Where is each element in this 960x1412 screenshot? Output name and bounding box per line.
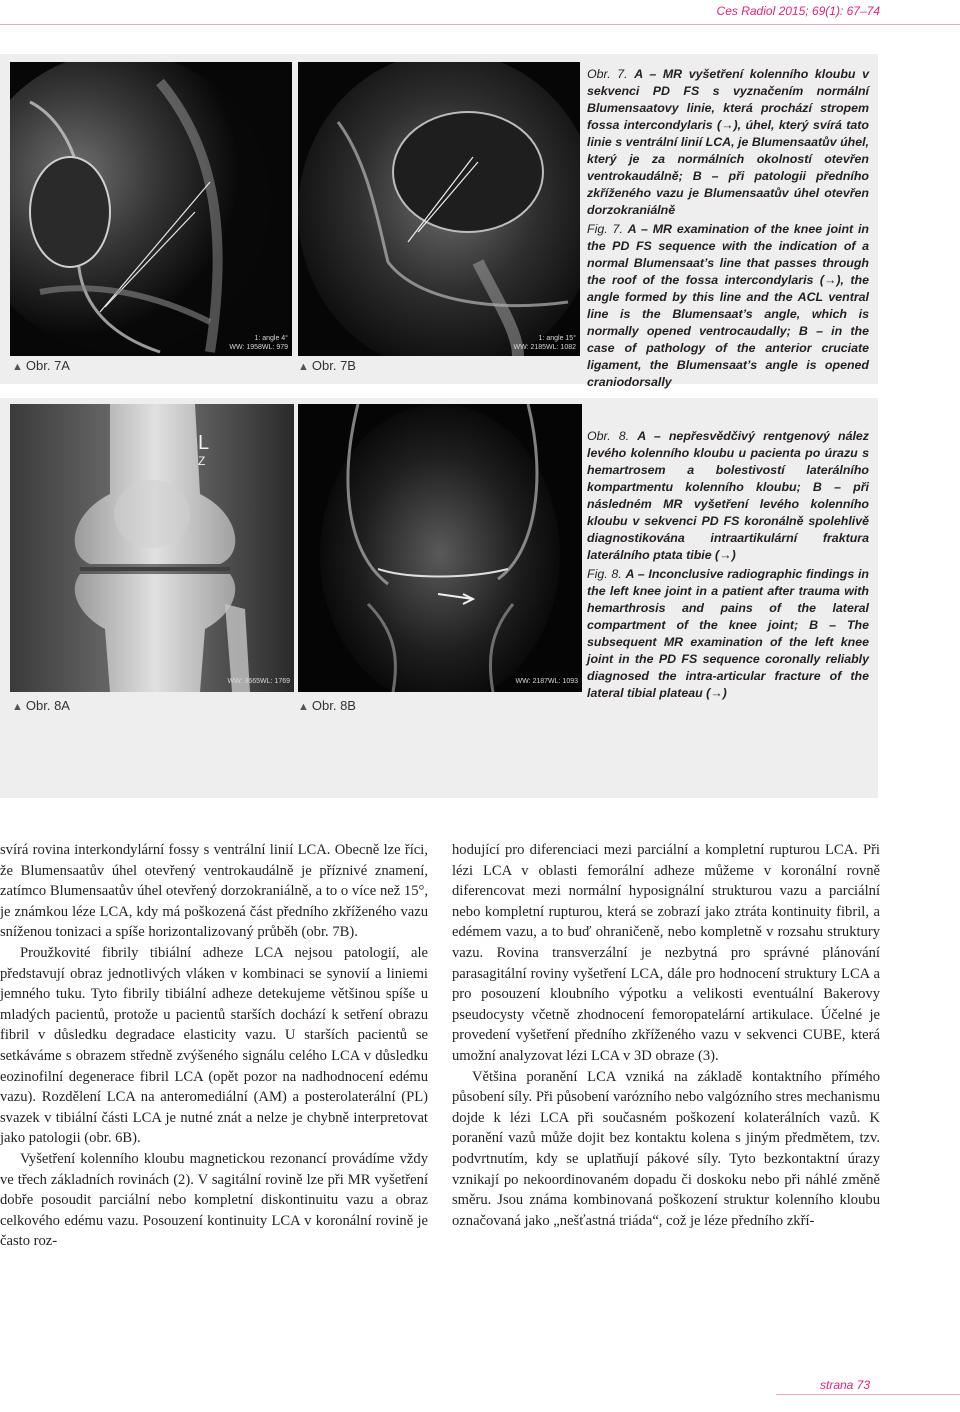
laterality-marker-secondary: Z [198, 454, 206, 468]
body-column-left [0, 840, 428, 1252]
scan-overlay-line: WW: 2185WL: 1082 [513, 344, 576, 351]
scan-overlay-line: 1: angle 4° [254, 335, 288, 342]
footer-divider [776, 1394, 960, 1395]
figure-8-panel [0, 398, 878, 798]
paragraph: hodující pro diferenciaci mezi parciální a kompletní rupturou LCA. Při lézi LCA v oblasti femorální adheze můžeme v koronální rovně diferencovat mezi normální hyposignální strukturou vazu a parciální nebo kompletní rupturou, která se zobrazí jako ztráta kontinuity fibril, a edémem vazu, a to buď ohraničeně, nebo kompletně v rozsahu struktury vazu. Rovina transverzální je nezbytná pro správné plánování parasagitální roviny vyšetření LCA, dále pro hodnocení struktury LCA a pro posouzení kloubního výpotku a velikosti eventuální Bakerovy pseudocysty včetně zhodnocení femoropatelární artikulace. Účelné je provedení vyšetření předního zkříženého vazu v sekvenci CUBE, která umožní analyzovat lézi LCA v 3D obraze (3). [452, 842, 880, 1064]
figure-8b-label: ▲ Obr. 8B [298, 698, 356, 713]
figure-8-caption [587, 428, 869, 702]
paragraph: svírá rovina interkondylární fossy s ventrální linií LCA. Obecně lze říci, že Blumensaatův úhel otevřený ventrokaudálně je příznivé znamení, zatímco Blumensaatův úhel otevřený dorzokraniálně, a to o více než 15°, je známkou léze LCA, kdy má poškozená část předního zkříženého vazu sníženou tonizaci a spíše horizontalizovaný průběh (obr. 7B). [0, 842, 428, 941]
figure-7-panel [0, 54, 878, 389]
mri-knee-sagittal-pathology-image [298, 62, 580, 356]
caption-czech: Obr. 8. A – nepřesvědčivý rentgenový nález levého kolenního kloubu u pacienta po úrazu s hemartrosem a bolestivostí laterálního kompartmentu kolenního kloubu; B – při následném MR vyšetření levého kolenního kloubu v sekvenci PD FS koronálně spolehlivě diagnostikována intraartikulární fraktura laterálního ptata tibie (→) [587, 429, 869, 562]
mri-knee-sagittal-image [10, 62, 292, 356]
triangle-up-icon: ▲ [298, 701, 309, 713]
page-number: strana 73 [820, 1378, 871, 1392]
xray-knee-ap-image [10, 404, 294, 692]
triangle-up-icon: ▲ [12, 361, 23, 373]
journal-citation: Ces Radiol 2015; 69(1): 67–74 [716, 4, 880, 18]
laterality-marker: L [198, 432, 210, 454]
figure-7-caption [587, 66, 869, 391]
paragraph: Vyšetření kolenního kloubu magnetickou rezonancí provádíme vždy ve třech základních rovinách (2). V sagitální rovině lze při MR vyšetření dobře posoudit parciální nebo kompletní diskontinuitu vazu a obraz celkového edému vazu. Posouzení kontinuity LCA v koronální rovině je často roz- [0, 1150, 428, 1250]
mri-scan-7b [298, 62, 580, 356]
figure-8a-label: ▲ Obr. 8A [12, 698, 70, 713]
scan-overlay-line: WW: 2187WL: 1093 [515, 678, 578, 685]
caption-czech: Obr. 7. A – MR vyšetření kolenního kloubu v sekvenci PD FS s vyznačením normální Blumensaatovy linie, která prochází stropem fossa intercondylaris (→), úhel, který svírá tato linie s ventrální linií LCA, je Blumensaatův úhel, který je za normálních okolností otevřen ventrokaudálně; B – při patologii předního zkříženého vazu je Blumensaatův úhel otevřen dorzokraniálně [587, 67, 869, 217]
paragraph: Většina poranění LCA vzniká na základě kontaktního přímého působení síly. Při působení varózního nebo valgózního stres mechanismu dojde k lézi LCA při současném poškození kolaterálních vazů. K poranění vazů může dojit bez kontaktu kolena s jiným předmětem, tzv. podvrtnutím, kdy se uplatňují pákové síly. Tyto bezkontaktní úrazy vznikají po nekoordinovaném dopadu či doskoku nebo při náhlé změně směru. Jsou známa kombinovaná poškození struktur kolenního kloubu označovaná jako „nešťastná triáda“, což je léze předního zkří- [452, 1068, 880, 1229]
caption-english: Fig. 8. A – Inconclusive radiographic findings in the left knee joint in a patient after trauma with hemarthrosis and pains of the lateral compartment of the knee joint; B – The subsequent MR examination of the left knee joint in the PD FS sequence coronally reliably diagnosed the intra-articular fracture of the lateral tibial plateau (→) [587, 567, 869, 700]
scan-overlay-line: WW: 1958WL: 979 [229, 344, 288, 351]
triangle-up-icon: ▲ [12, 701, 23, 713]
caption-english: Fig. 7. A – MR examination of the knee joint in the PD FS sequence with the indication of a normal Blumensaat’s line that passes through the roof of the fossa intercondylaris (→), the angle formed by this line and the ACL ventral line is the Blumensaat’s angle, which is normally opened ventrocaudally; B – in the case of pathology of the anterior cruciate ligament, the Blumensaat’s angle is opened craniodorsally [587, 222, 869, 389]
scan-overlay-line: WW: 3665WL: 1769 [227, 678, 290, 685]
xray-scan-8a [10, 404, 294, 692]
body-column-right [452, 840, 880, 1231]
scan-overlay-line: 1: angle 15° [538, 335, 576, 342]
mri-scan-7a [10, 62, 292, 356]
header-divider [0, 24, 960, 25]
mri-knee-coronal-image [298, 404, 582, 692]
figure-7b-label: ▲ Obr. 7B [298, 358, 356, 373]
paragraph: Proužkovité fibrily tibiální adheze LCA nejsou patologií, ale představují obraz jednotlivých vláken v kombinaci se synovií a liniemi jemného tuku. Tyto fibrily tibiální adheze detekujeme většinou spíše u mladých pacientů, protože u pacientů starších dochází k setření obrazu fibril v důsledku degradace elasticity vazu. U starších pacientů se setkáváme s obrazem středně zvýšeného signálu celého LCA v důsledku eozinofilní degenerace fibril LCA (opět pozor na nadhodnocení edému vazu). Rozdělení LCA na anteromediální (AM) a posterolaterální (PL) svazek v tibiální části LCA je nutné znát a nelze je chybně interpretovat jako patologii (obr. 6B). [0, 944, 428, 1147]
figure-7a-label: ▲ Obr. 7A [12, 358, 70, 373]
mri-scan-8b [298, 404, 582, 692]
triangle-up-icon: ▲ [298, 361, 309, 373]
